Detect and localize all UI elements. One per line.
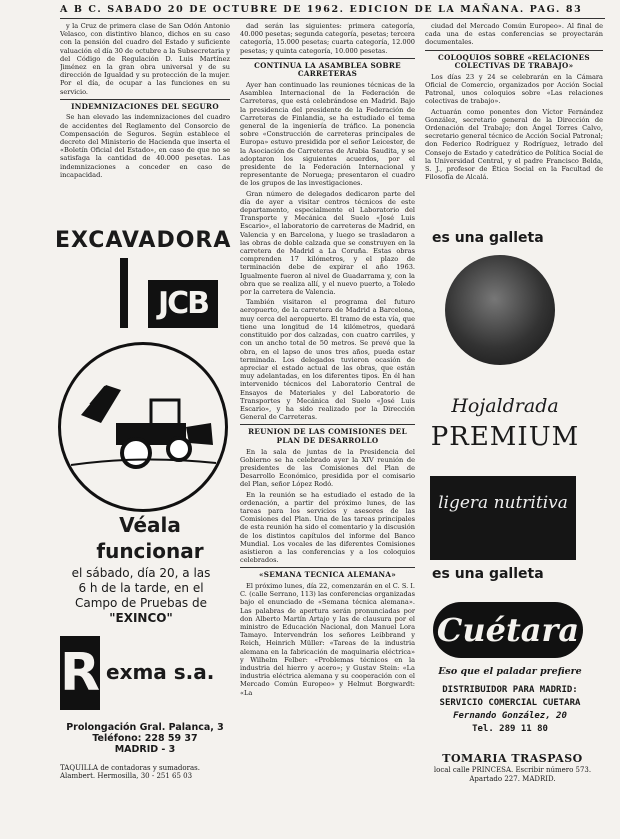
premium-text: PREMIUM — [430, 422, 580, 452]
col2-body-3: El próximo lunes, día 22, comenzarán en el C. S. I. C. (calle Serrano, 113) las conferencias organizadas bajo el enunciado de «Semana técnica alemana». Las palabras de apertura serán pronunciadas por don Alberto Martín Artajo y las de clausura por el ministro de Educación Nacional, don Manuel Lora Tamayo. Intervendrán los señores Leibbrand y Reich, Heinrich Müller: «Tareas de la industria alemana en la fabricación de maquinaria eléctrica» y Wilhelm Felber: «Problemas técnicos en la industria del hierro y acero»; y Gustav Stein: «La industria eléctrica alemana y su cooperación con el Mercado Común Europeo» y Helmut Borgwardt: «La — [240, 581, 415, 697]
rexma-logo: R — [60, 636, 100, 710]
sab-line-1: el sábado, día 20, a las — [71, 566, 211, 580]
sab-line-2: 6 h de la tarde, en el — [78, 581, 204, 595]
col3-intro: ciudad del Mercado Común Europeo». Al final de cada una de estas conferencias se proyectarán documentales. — [425, 22, 603, 47]
dist-line-4: Tel. 289 11 80 — [472, 724, 548, 734]
column-3-text — [425, 22, 603, 222]
cuetara-logo: Cuétara — [433, 602, 583, 658]
headline-comisiones: REUNION DE LAS COMISIONES DEL PLAN DE DESARROLLO — [248, 427, 407, 445]
ad-taquilla: TAQUILLA de contadoras y sumadoras. Alambert. Hermosilla, 30 - 251 65 03 — [60, 764, 200, 780]
hojaldrada-text: Hojaldrada — [451, 395, 559, 417]
dist-line-3: Fernando González, 20 — [453, 711, 567, 721]
divider — [240, 424, 415, 425]
page-header: A B C. SABADO 20 DE OCTUBRE DE 1962. EDICION DE LA MAÑANA. PAG. 83 — [60, 4, 605, 19]
tomaria-title: TOMARIA TRASPASO — [442, 752, 583, 765]
vea-line-1: Véala — [119, 513, 181, 537]
divider — [425, 50, 603, 51]
divider — [240, 567, 415, 568]
ad-excavadora-details — [52, 566, 230, 626]
tomaria-text: local calle PRINCESA. Escribir número 573. Apartado 227. MADRID. — [433, 766, 592, 783]
cuetara-slogan: Eso que el paladar prefiere — [438, 666, 582, 677]
rexma-address — [60, 722, 230, 755]
vea-line-2: funcionar — [96, 539, 204, 563]
rexma-addr-3: MADRID - 3 — [114, 744, 176, 755]
galleta-line-2: es una galleta — [432, 566, 544, 582]
col2-body-2a: En la sala de juntas de la Presidencia del Gobierno se ha celebrado ayer la XIV reunión de presidentes de las Comisiones del Plan de Desarrollo Económico, presidida por el comisario del Plan, señor López Rodó. — [240, 447, 415, 489]
rexma-addr-1: Prolongación Gral. Palanca, 3 — [66, 722, 224, 733]
ad-excavadora-title: EXCAVADORA — [55, 228, 232, 253]
galleta-line-1: es una galleta — [432, 230, 544, 246]
sab-line-4: "EXINCO" — [109, 611, 173, 625]
rexma-addr-2: Teléfono: 228 59 37 — [92, 733, 198, 744]
biscuit-image — [445, 255, 555, 365]
jcb-logo: JCB — [148, 280, 218, 328]
headline-coloquios: COLOQUIOS SOBRE «RELACIONES COLECTIVAS DE TRABAJO» — [438, 52, 590, 71]
column-2-text — [240, 22, 415, 832]
col2-body-1b: Gran número de delegados dedicaron parte del día de ayer a visitar centros técnicos de este departamento, especialmente el Laboratorio del Transporte y Mecánica del Suelo «José Luis Escario», el laboratorio de carreteras de Madrid, en Valencia y en Barcelona, y luego se trasladaron a las obras de doble calzada que se construyen en la carretera de Madrid a La Coruña. Estas obras comprenden 17 kilómetros, y el plazo de terminación debe de expirar el año 1963. Igualmente fueron al nivel de Guadarrama y, con la obra que se realiza allí, y el nuevo puerto, a Toledo por la carretera de Valencia. — [240, 189, 415, 297]
headline-asamblea: CONTINUA LA ASAMBLEA SOBRE CARRETERAS — [254, 60, 401, 79]
rexma-name: exma s.a. — [106, 660, 215, 684]
col2-body-1a: Ayer han continuado las reuniones técnicas de la Asamblea Internacional de la Federación de Carreteras, que está celebrándose en Madrid. Bajo la presidencia del presidente de la Federación de Carreteras de Finlandia, se ha estudiado el tema general de la ingeniería de tráfico. La ponencia sobre «Construcción de carreteras principales de Europa» estuvo presidida por el señor Leicester, de la Asociación de Carreteras de Arabia Saudita, y se adoptaron los siguientes acuerdos, por el presidente de la Federación Internacional y representante de Noruega; presentaron el cuadro de los grupos de las investigaciones. — [240, 81, 415, 188]
col2-intro: dad serán las siguientes: primera categoría, 40.000 pesetas; segunda categoría, pesetas; tercera categoría, 15.000 pesetas; cuarta categoría, 12.000 pesetas; y quinta categoría, 10.000 pesetas. — [240, 22, 415, 55]
col3-body-1b: Actuarán como ponentes don Víctor Fernández González, secretario general de la Dirección de Ordenación del Trabajo; don Ángel Torres Calvo, secretario general técnico de Acción Social Patronal; don Federico Rodríguez y Rodríguez, letrado del Consejo de Estado y catedrático de Política Social de la Universidad Central, y el padre Francisco Belda, S. J., profesor de Ética Social en la Facultad de Filosofía de Alcalá. — [425, 107, 603, 182]
divider — [240, 58, 415, 59]
divider — [60, 99, 230, 100]
dist-line-2: SERVICIO COMERCIAL CUETARA — [439, 698, 581, 708]
col1-intro: y la Cruz de primera clase de San Odón Antonio Velasco, con distintivo blanco, dichos en su caso con la pensión del cuadro del Estado y suficiente valuación el día 30 de octubre a la Subsecretaria y del Código de Regulación D. Luis Martínez Jiménez en la gran obra universal y de su dirección de Igualdad y su protección de la mujer. Por el día, de ocupar a las funciones en su servicio. — [60, 22, 230, 96]
col2-body-1c: También visitaron el programa del futuro aeropuerto, de la carretera de Madrid a Barcelona, muy cerca del aeropuerto. El tramo de esta vía, que tiene una longitud de 14 kilómetros, quedará constituido por dos calzadas, con cuatro carriles, y con un ancho total de 50 metros. Se prevé que la obra, en el lapso de unos tres años, pueda estar terminada. Los delegados tuvieron ocasión de apreciar el estado actual de las obras, que están muy adelantadas, en los diferentes tipos. En él han intervenido técnicos del Laboratorio Central de Ensayos de Materiales y del Laboratorio de Transportes y Mecánica del Suelo «José Luis Escario», y ha sido realizado por la Dirección General de Carreteras. — [240, 298, 415, 422]
headline-indemnizaciones: INDEMNIZACIONES DEL SEGURO — [71, 101, 219, 111]
excavator-illustration — [58, 342, 228, 512]
ad-vea-funcionar — [60, 512, 240, 564]
headline-semana-tecnica: «SEMANA TECNICA ALEMANA» — [258, 570, 397, 580]
col1-body: Se han elevado las indemnizaciones del cuadro de accidentes del Reglamento del Consorcio de Compensación de Seguros. Según establece el decreto del Ministerio de Hacienda que inserta el «Boletín Oficial del Estado», en caso de que no se satisfaga la cantidad de 40.000 pesetas. Las indemnizaciones a conceder en caso de incapacidad. — [60, 113, 230, 179]
col2-body-2b: En la reunión se ha estudiado el estado de la ordenación, a partir del próximo lunes, de las tareas para los servicios y asesores de las Comisiones del Plan. Una de las tareas principales de esta reunión ha sido el comentario y la discusión de los distintos capítulos del informe del Banco Mundial. Los vocales de las diferentes Comisiones asistieron a las conferencias y a los coloquios celebrados. — [240, 490, 415, 565]
column-1-text — [60, 22, 230, 218]
sab-line-3: Campo de Pruebas de — [75, 596, 207, 610]
cuetara-distributor — [425, 684, 595, 736]
excavator-icon — [61, 345, 225, 509]
dist-line-1: DISTRIBUIDOR PARA MADRID: — [442, 685, 578, 695]
ligera-nutritiva-box: ligera nutritiva — [430, 476, 576, 560]
col3-body-1a: Los días 23 y 24 se celebrarán en la Cámara Oficial de Comercio, organizados por Acción Social Patronal, unos coloquios sobre «Las relaciones colectivas de trabajo». — [425, 72, 603, 106]
